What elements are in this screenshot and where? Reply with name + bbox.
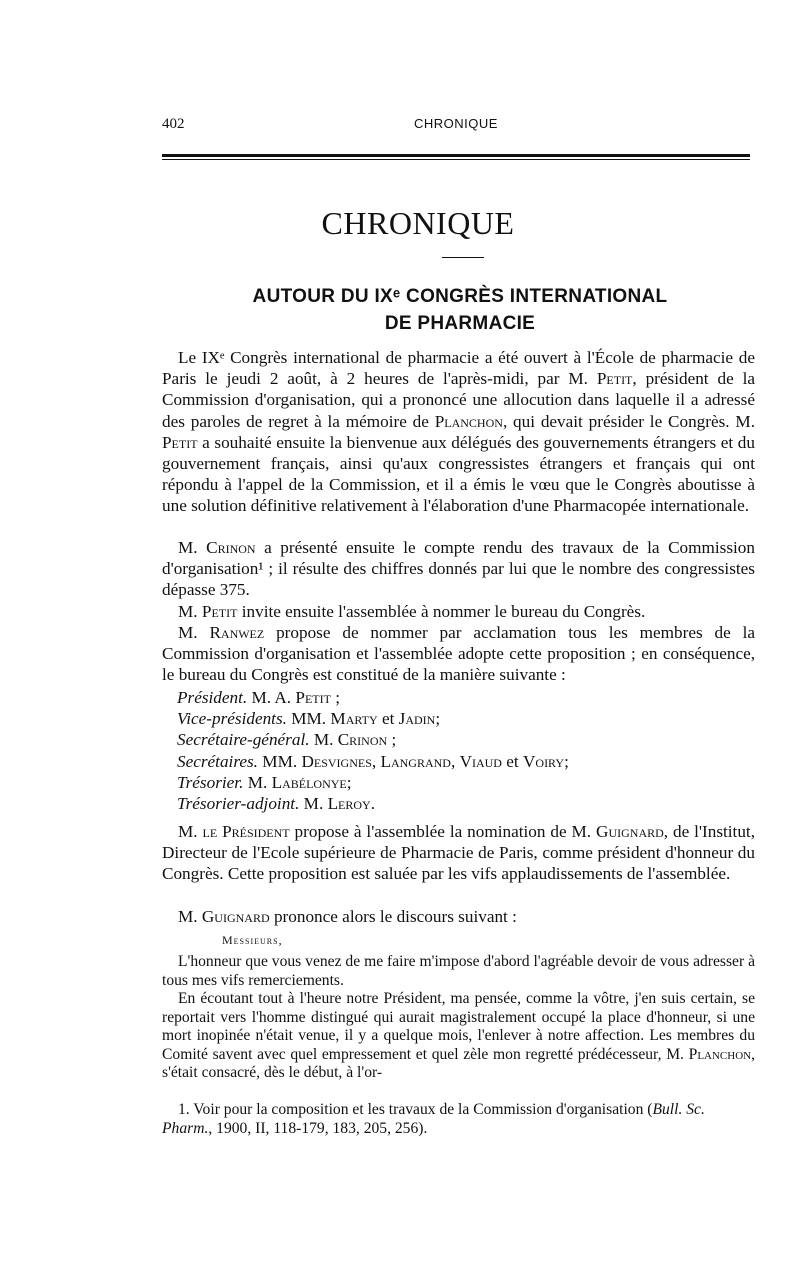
- italic-run: Bull. Sc. Pharm.: [162, 1101, 705, 1137]
- text-run: 1. Voir pour la composition et les travaux de la Commission d'organisation (: [178, 1101, 653, 1118]
- name-run: Voiry: [522, 751, 565, 771]
- text-run: M.: [243, 772, 272, 792]
- article-heading-line-1: AUTOUR DU IXᵉ CONGRÈS INTERNATIONAL: [252, 286, 668, 307]
- paragraph-honorary-president: [162, 821, 755, 885]
- text-run: prononce alors le discours suivant :: [269, 907, 517, 926]
- speech-paragraph-1: [162, 953, 755, 990]
- footnote: [162, 1101, 755, 1138]
- article-heading: [160, 283, 760, 337]
- text-run: ,: [371, 751, 381, 771]
- text-run: , 1900, II, 118-179, 183, 205, 256).: [208, 1119, 428, 1137]
- text-run: M. A.: [247, 688, 296, 707]
- name-run: Crinon: [337, 730, 388, 750]
- officer-line: [177, 793, 737, 814]
- text-run: , qui devait présider le Congrès. M.: [502, 411, 755, 431]
- article-heading-line-2: DE PHARMACIE: [384, 313, 536, 334]
- text-run: ;: [564, 751, 569, 771]
- name-run: Planchon: [688, 1045, 752, 1063]
- text-run: M.: [178, 907, 202, 926]
- officer-line: [177, 687, 737, 708]
- text-run: et: [377, 709, 399, 729]
- text-run: En écoutant tout à l'heure notre Président, ma pensée, comme la vôtre, j'en suis certain, se reportait vers l'homme distingué qui aurait magistralement occupé la place d'honneur, si une mort inopinée n'était venue, il y a quelque mois, l'enlever à notre affection. Les membres du Comité savent avec quel empressement et quel zèle mon regretté prédécesseur, M.: [162, 990, 755, 1063]
- text-run: ;: [346, 772, 352, 792]
- text-run: MM.: [286, 709, 331, 729]
- name-run: Guignard: [596, 822, 664, 841]
- italic-run: Secrétaire-général.: [177, 730, 310, 750]
- text-run: invite ensuite l'assemblée à nommer le bureau du Congrès.: [237, 602, 646, 621]
- italic-run: Président.: [177, 688, 248, 707]
- name-run: Labélonye: [271, 772, 347, 792]
- paragraph-crinon-report: [162, 537, 755, 601]
- name-run: Leroy: [327, 794, 371, 814]
- text-run: M.: [178, 822, 203, 841]
- name-run: Planchon: [434, 411, 503, 431]
- text-run: , président de la Commission d'organisation, qui a prononcé une allocution dans laquelle il a adressé des paroles de regret à la mémoire de: [162, 369, 755, 431]
- name-run: Guignard: [201, 907, 270, 926]
- text-run: MM.: [257, 751, 302, 771]
- name-run: le Président: [202, 822, 290, 841]
- paragraph-opening: [162, 347, 755, 517]
- officer-line: [177, 772, 737, 793]
- italic-run: Secrétaires.: [177, 751, 258, 771]
- name-run: Petit: [596, 369, 633, 389]
- name-run: Marty: [330, 709, 378, 729]
- text-run: propose à l'assemblée la nomination de M.: [289, 822, 597, 841]
- text-run: ;: [387, 730, 397, 750]
- officer-line: [177, 729, 737, 750]
- text-run: L'honneur que vous venez de me faire m'impose d'abord l'agréable devoir de vous adresser à tous mes vifs remerciements.: [162, 953, 755, 989]
- speech-paragraph-2: [162, 990, 755, 1083]
- italic-run: Vice-présidents.: [177, 709, 287, 729]
- running-header: [162, 116, 750, 136]
- name-run: Crinon: [206, 538, 256, 557]
- name-run: Petit: [162, 432, 198, 452]
- text-run: Le IXᵉ Congrès international de pharmacie a été ouvert à l'École de pharmacie de Paris le jeudi 2 août, à 2 heures de l'après-midi, par M.: [162, 348, 755, 389]
- page-number: 402: [162, 116, 185, 132]
- paragraph-bureau-invitation: [162, 601, 755, 622]
- text-run: ,: [450, 751, 460, 771]
- name-run: Jadin: [398, 709, 436, 729]
- italic-run: Trésorier-adjoint.: [177, 794, 300, 814]
- header-rule-thin: [162, 159, 750, 160]
- name-run: Ranwez: [209, 623, 265, 642]
- name-run: Viaud: [459, 751, 502, 771]
- text-run: , de l'Institut, Directeur de l'Ecole supérieure de Pharmacie de Paris, comme président d'honneur du Congrès. Cette proposition est saluée par les vifs applaudissements de l'assemblée.: [162, 822, 756, 884]
- text-run: M.: [178, 602, 202, 621]
- text-run: a souhaité ensuite la bienvenue aux délégués des gouvernements étrangers et du gouvernement français, ainsi qu'aux congressistes étrangers et français qui ont répondu à l'appel de la Commission, et il a émis le vœu que le Congrès aboutisse à une solution définitive relativement à l'élaboration d'une Pharmacopée internationale.: [162, 432, 755, 516]
- name-run: Langrand: [380, 751, 451, 771]
- text-run: ;: [330, 688, 341, 707]
- text-run: M.: [178, 623, 210, 642]
- text-run: M.: [309, 730, 338, 750]
- speech-salutation: Messieurs,: [222, 933, 283, 947]
- paragraph-speech-intro: [162, 906, 755, 927]
- paragraph-ranwez-proposal: [162, 622, 755, 686]
- text-run: et: [501, 751, 523, 771]
- text-run: a présenté ensuite le compte rendu des travaux de la Commission d'organisation¹ ; il résulte des chiffres donnés par lui que le nombre des congressistes dépasse 375.: [162, 538, 755, 600]
- name-run: Desvignes: [301, 751, 372, 771]
- chapter-title: CHRONIQUE: [321, 205, 515, 241]
- title-rule: [442, 257, 484, 258]
- officer-line: [177, 708, 737, 729]
- text-run: .: [370, 794, 376, 814]
- text-run: M.: [299, 794, 328, 814]
- text-run: ;: [435, 709, 441, 729]
- text-run: M.: [178, 538, 207, 557]
- name-run: Petit: [201, 602, 238, 621]
- officers-list: [177, 687, 737, 814]
- officer-line: [177, 751, 737, 772]
- running-title: CHRONIQUE: [414, 116, 498, 131]
- text-run: propose de nommer par acclamation tous les membres de la Commission d'organisation et l'assemblée adopte cette proposition ; en conséquence, le bureau du Congrès est constitué de la manière suivante :: [162, 623, 755, 685]
- text-run: , s'était consacré, dès le début, à l'or-: [162, 1045, 755, 1081]
- header-rule-thick: [162, 154, 750, 157]
- italic-run: Trésorier.: [177, 772, 244, 792]
- name-run: Petit: [295, 688, 331, 707]
